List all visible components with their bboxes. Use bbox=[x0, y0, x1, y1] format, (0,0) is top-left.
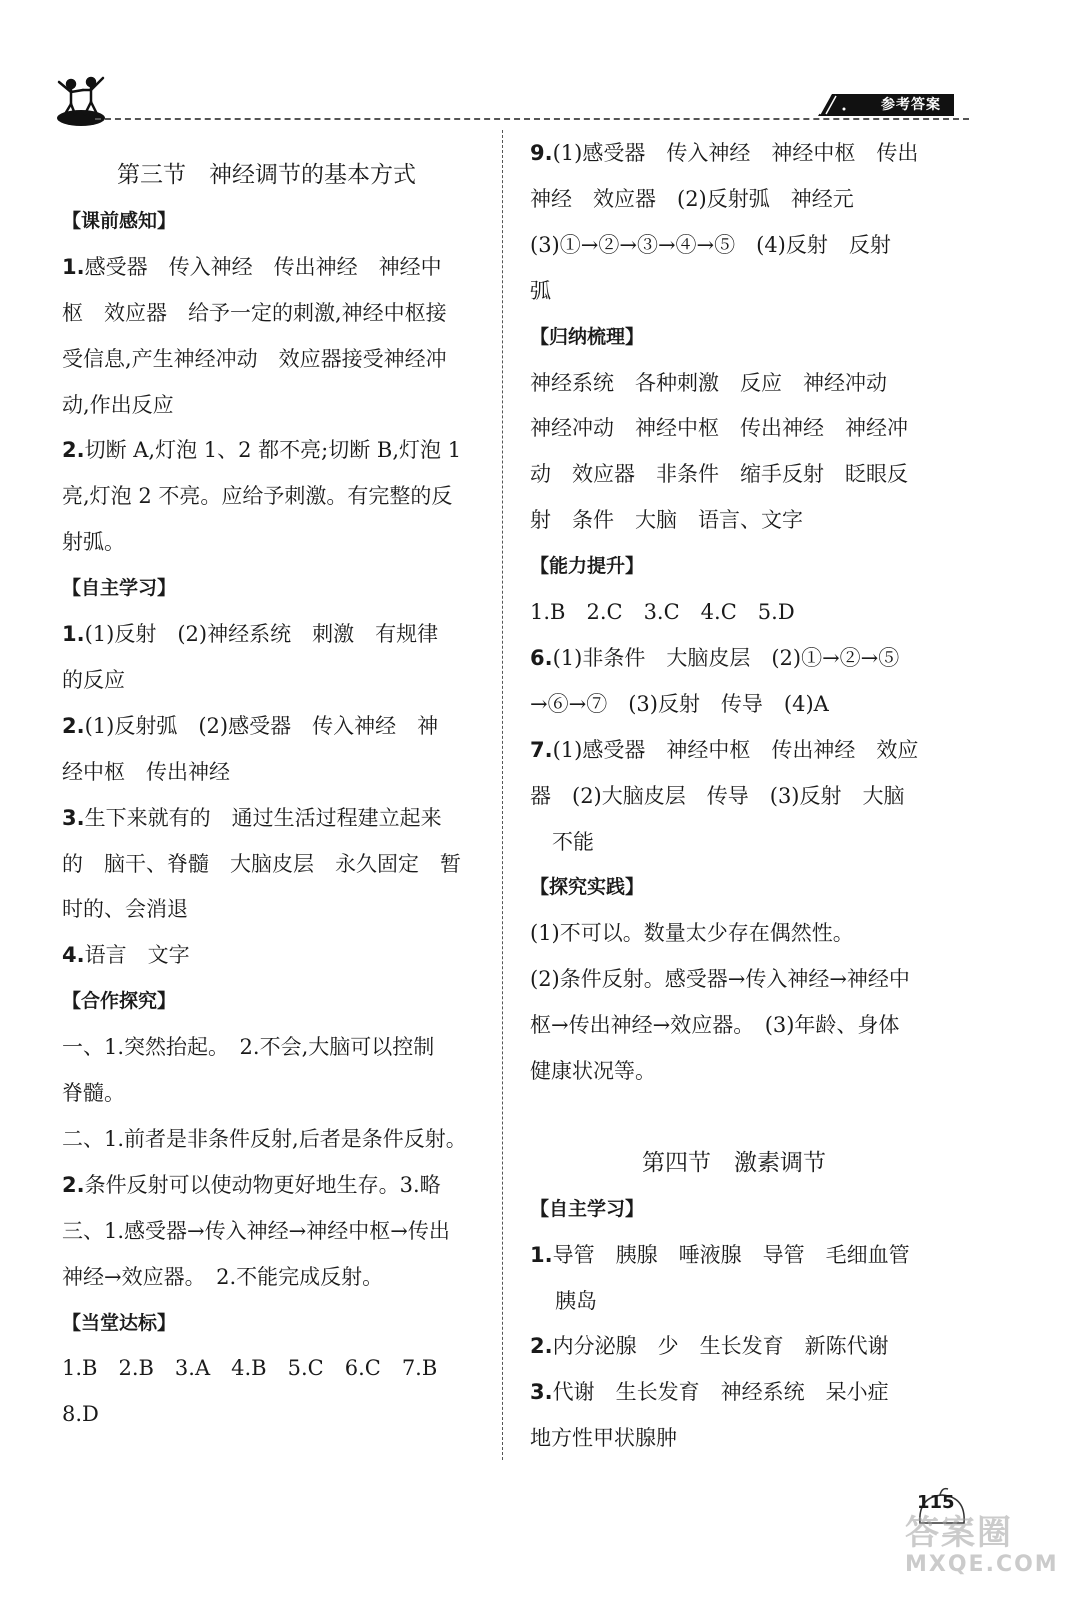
answer-line bbox=[62, 1078, 125, 1108]
answer-line bbox=[530, 1423, 677, 1453]
line-text: (1)感受器 神经中枢 传出神经 效应 bbox=[552, 737, 919, 762]
answer-line bbox=[530, 781, 905, 811]
line-text: 感受器 传入神经 传出神经 神经中 bbox=[84, 254, 442, 279]
line-text: 器 (2)大脑皮层 传导 (3)反射 大脑 bbox=[530, 783, 905, 808]
section-heading bbox=[62, 573, 176, 603]
answer-line bbox=[530, 413, 908, 443]
line-text: 动,作出反应 bbox=[62, 392, 174, 417]
item-number: 3. bbox=[530, 1380, 553, 1405]
answer-line bbox=[62, 940, 190, 970]
line-text: 内分泌腺 少 生长发育 新陈代谢 bbox=[552, 1334, 889, 1359]
line-text: 8.D bbox=[62, 1402, 99, 1427]
line-text: 1.B 2.B 3.A 4.B 5.C 6.C 7.B bbox=[62, 1356, 438, 1381]
answer-line bbox=[62, 711, 438, 741]
line-text: 动 效应器 非条件 缩手反射 眨眼反 bbox=[530, 462, 908, 487]
line-text: 导管 胰腺 唾液腺 导管 毛细血管 bbox=[552, 1242, 910, 1267]
answer-line bbox=[62, 435, 461, 465]
answer-line bbox=[62, 803, 442, 833]
answer-line bbox=[530, 1056, 656, 1086]
answer-line bbox=[62, 390, 174, 420]
answer-line bbox=[530, 1240, 910, 1270]
section-heading bbox=[530, 322, 644, 352]
line-text: 【归纳梳理】 bbox=[530, 325, 645, 348]
line-text: 不能 bbox=[552, 829, 594, 854]
line-text: 神经→效应器。 2.不能完成反射。 bbox=[62, 1264, 384, 1289]
item-number: 7. bbox=[530, 737, 553, 762]
item-number: 2. bbox=[530, 1334, 553, 1359]
line-text: 的 脑干、脊髓 大脑皮层 永久固定 暂 bbox=[62, 851, 461, 876]
line-text: 【课前感知】 bbox=[62, 209, 177, 232]
section-heading bbox=[62, 1308, 176, 1338]
line-text: 【合作探究】 bbox=[62, 990, 177, 1013]
line-text: 地方性甲状腺肿 bbox=[530, 1426, 677, 1451]
answer-line bbox=[62, 1124, 467, 1154]
line-text: 枢→传出神经→效应器。 (3)年龄、身体 bbox=[530, 1013, 900, 1038]
answer-line bbox=[552, 827, 594, 857]
answer-line bbox=[530, 1010, 899, 1040]
header-rule bbox=[95, 118, 969, 120]
section-title bbox=[117, 160, 416, 190]
header-badge-label: 参考答案 bbox=[881, 97, 941, 113]
line-text: (3)①→②→③→④→⑤ (4)反射 反射 bbox=[530, 232, 891, 257]
answer-line bbox=[62, 298, 447, 328]
answer-line bbox=[530, 964, 910, 994]
line-text: (1)反射弧 (2)感受器 传入神经 神 bbox=[84, 713, 439, 738]
line-text: 生下来就有的 通过生活过程建立起来 bbox=[84, 805, 442, 830]
answer-line bbox=[530, 459, 908, 489]
line-text: 健康状况等。 bbox=[530, 1059, 656, 1083]
item-number: 6. bbox=[530, 645, 553, 670]
item-number: 2. bbox=[62, 438, 85, 463]
line-text: 条件反射可以使动物更好地生存。3.略 bbox=[84, 1172, 441, 1197]
line-text: 语言 文字 bbox=[84, 943, 190, 968]
item-number: 9. bbox=[530, 141, 553, 165]
column-divider bbox=[502, 130, 503, 1460]
answer-line bbox=[62, 849, 461, 879]
answer-line bbox=[62, 757, 230, 787]
answer-line bbox=[62, 1170, 441, 1200]
answer-line bbox=[62, 527, 125, 557]
item-number: 1. bbox=[62, 254, 85, 279]
watermark-text: 答案圈 bbox=[905, 1513, 1013, 1553]
line-text: →⑥→⑦ (3)反射 传导 (4)A bbox=[530, 691, 829, 716]
answer-line bbox=[62, 894, 188, 924]
item-number: 2. bbox=[62, 1172, 85, 1197]
line-text: (1)不可以。数量太少存在偶然性。 bbox=[530, 921, 854, 946]
answer-line bbox=[530, 735, 918, 765]
section-heading bbox=[62, 206, 176, 236]
section-title bbox=[642, 1148, 826, 1178]
line-text: 射弧。 bbox=[62, 530, 125, 555]
answer-line bbox=[530, 1331, 889, 1361]
line-text: 切断 A,灯泡 1、2 都不亮;切断 B,灯泡 1 bbox=[84, 438, 462, 463]
line-text: 【探究实践】 bbox=[530, 876, 645, 899]
line-text: (2)条件反射。感受器→传入神经→神经中 bbox=[530, 967, 910, 992]
line-text: 1.B 2.C 3.C 4.C 5.D bbox=[530, 600, 795, 624]
section-heading bbox=[530, 1194, 644, 1224]
section-heading bbox=[530, 551, 644, 581]
line-text: 第四节 激素调节 bbox=[642, 1149, 826, 1176]
line-text: 二、1.前者是非条件反射,后者是条件反射。 bbox=[62, 1126, 467, 1151]
answer-line bbox=[62, 481, 452, 511]
line-text: 【当堂达标】 bbox=[62, 1311, 177, 1334]
line-text: (1)感受器 传入神经 神经中枢 传出 bbox=[552, 141, 919, 165]
line-text: 时的、会消退 bbox=[62, 897, 188, 922]
line-text: 胰岛 bbox=[555, 1288, 597, 1313]
line-text: 神经 效应器 (2)反射弧 神经元 bbox=[530, 186, 854, 211]
line-text: 代谢 生长发育 神经系统 呆小症 bbox=[552, 1380, 889, 1405]
answer-line bbox=[530, 368, 887, 398]
answer-line bbox=[62, 1262, 383, 1292]
answer-line bbox=[62, 1032, 434, 1062]
section-heading bbox=[530, 872, 644, 902]
line-text: 【自主学习】 bbox=[530, 1197, 645, 1220]
answer-line bbox=[530, 1377, 889, 1407]
item-number: 1. bbox=[62, 622, 85, 646]
answer-line bbox=[530, 230, 891, 260]
answer-line bbox=[62, 619, 438, 649]
line-text: 【自主学习】 bbox=[62, 577, 177, 600]
line-text: 一、1.突然抬起。 2.不会,大脑可以控制 bbox=[62, 1035, 435, 1060]
answer-line bbox=[62, 344, 447, 374]
line-text: 射 条件 大脑 语言、文字 bbox=[530, 508, 803, 533]
answer-line bbox=[62, 665, 125, 695]
answer-line bbox=[530, 689, 829, 719]
line-text: 受信息,产生神经冲动 效应器接受神经冲 bbox=[62, 346, 447, 371]
item-number: 3. bbox=[62, 805, 85, 830]
answer-line bbox=[530, 597, 795, 627]
line-text: 脊髓。 bbox=[62, 1081, 125, 1105]
line-text: 亮,灯泡 2 不亮。应给予刺激。有完整的反 bbox=[62, 484, 453, 509]
answer-line bbox=[555, 1286, 597, 1316]
line-text: 第三节 神经调节的基本方式 bbox=[117, 162, 416, 188]
answer-line bbox=[530, 276, 551, 306]
item-number: 2. bbox=[62, 713, 85, 738]
line-text: 神经冲动 神经中枢 传出神经 神经冲 bbox=[530, 416, 908, 441]
page-number: 115 bbox=[917, 1492, 955, 1513]
line-text: 三、1.感受器→传入神经→神经中枢→传出 bbox=[62, 1218, 450, 1243]
answer-line bbox=[62, 252, 442, 282]
answer-line bbox=[530, 505, 803, 535]
line-text: 经中枢 传出神经 bbox=[62, 759, 230, 784]
line-text: 【能力提升】 bbox=[530, 555, 645, 578]
item-number: 4. bbox=[62, 943, 85, 968]
line-text: (1)非条件 大脑皮层 (2)①→②→⑤ bbox=[552, 645, 900, 670]
answer-line bbox=[62, 1353, 437, 1383]
line-text: 的反应 bbox=[62, 667, 125, 692]
watermark-url: MXQE.COM bbox=[905, 1552, 1059, 1577]
line-text: 枢 效应器 给予一定的刺激,神经中枢接 bbox=[62, 300, 447, 325]
answer-line bbox=[62, 1399, 99, 1429]
answer-line bbox=[530, 184, 854, 214]
line-text: 神经系统 各种刺激 反应 神经冲动 bbox=[530, 370, 887, 395]
answer-line bbox=[530, 918, 854, 948]
line-text: 弧 bbox=[530, 278, 551, 303]
answer-line bbox=[530, 138, 918, 168]
answer-line bbox=[62, 1216, 450, 1246]
answer-line bbox=[530, 643, 899, 673]
line-text: (1)反射 (2)神经系统 刺激 有规律 bbox=[84, 622, 439, 646]
item-number: 1. bbox=[530, 1242, 553, 1267]
section-heading bbox=[62, 986, 176, 1016]
